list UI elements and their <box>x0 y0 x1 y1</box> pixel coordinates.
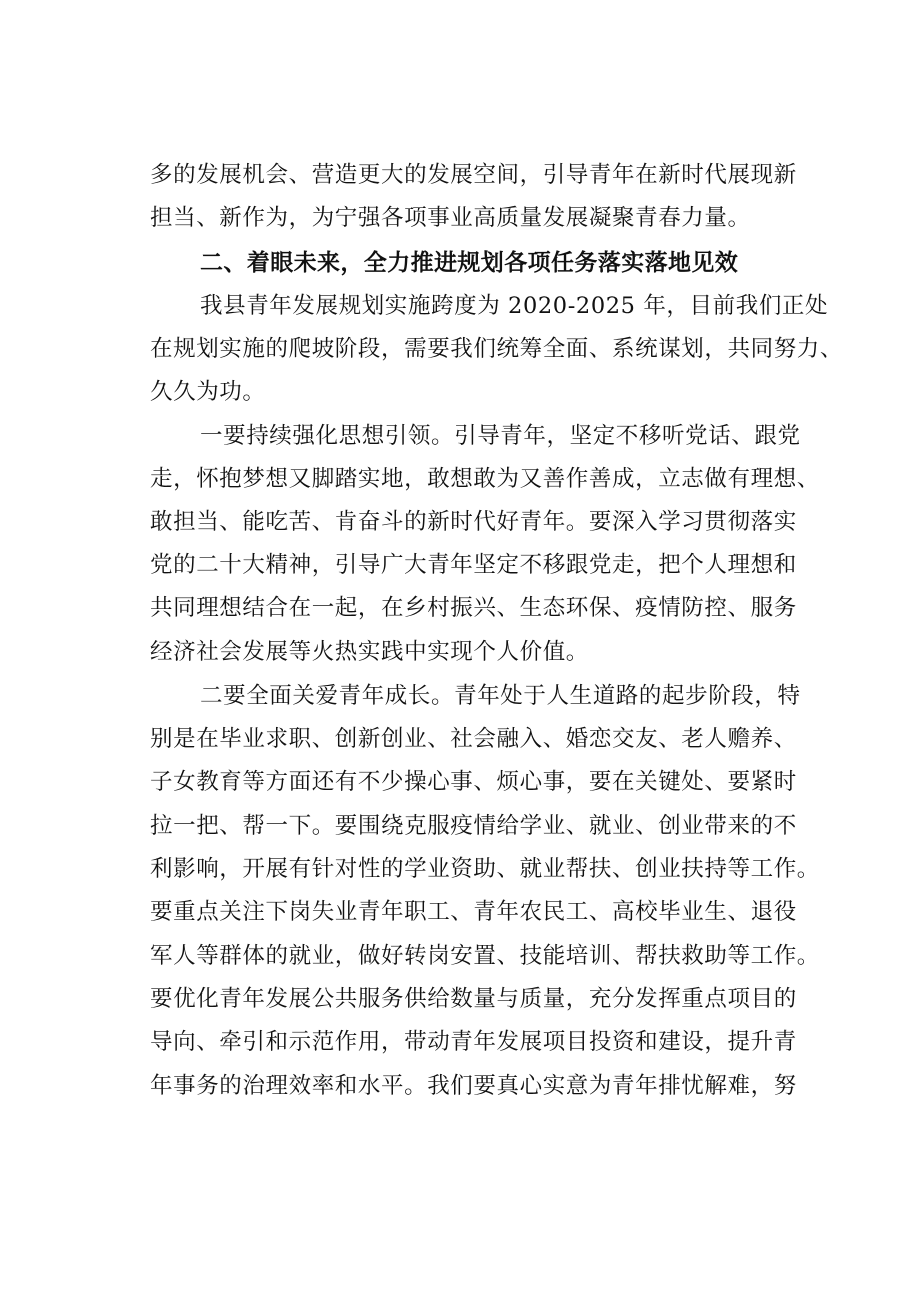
paragraph-line: 别是在毕业求职、创新创业、社会融入、婚恋交友、老人赡养、 <box>150 726 797 752</box>
paragraph-line: 党的二十大精神，引导广大青年坚定不移跟党走，把个人理想和 <box>150 552 797 578</box>
paragraph-line: 要优化青年发展公共服务供给数量与质量，充分发挥重点项目的 <box>150 986 797 1012</box>
paragraph-line: 我县青年发展规划实施跨度为 2020-2025 年，目前我们正处 <box>200 293 829 319</box>
paragraph-line: 多的发展机会、营造更大的发展空间，引导青年在新时代展现新 <box>150 162 797 188</box>
paragraph-line: 久久为功。 <box>150 379 266 405</box>
paragraph-line: 走，怀抱梦想又脚踏实地，敢想敢为又善作善成，立志做有理想、 <box>150 466 820 492</box>
paragraph-line: 子女教育等方面还有不少操心事、烦心事，要在关键处、要紧时 <box>150 769 797 795</box>
paragraph-line: 拉一把、帮一下。要围绕克服疫情给学业、就业、创业带来的不 <box>150 813 797 839</box>
paragraph-line: 要重点关注下岗失业青年职工、青年农民工、高校毕业生、退役 <box>150 899 797 925</box>
paragraph-line: 经济社会发展等火热实践中实现个人价值。 <box>150 639 589 665</box>
paragraph-line: 一要持续强化思想引领。引导青年，坚定不移听党话、跟党 <box>200 423 801 449</box>
paragraph-line: 年事务的治理效率和水平。我们要真心实意为青年排忧解难，努 <box>150 1073 797 1099</box>
paragraph-line: 担当、新作为，为宁强各项事业高质量发展凝聚青春力量。 <box>150 205 751 231</box>
paragraph-line: 利影响，开展有针对性的学业资助、就业帮扶、创业扶持等工作。 <box>150 856 820 882</box>
paragraph-line: 二要全面关爱青年成长。青年处于人生道路的起步阶段，特 <box>200 683 801 709</box>
paragraph-line: 敢担当、能吃苦、肯奋斗的新时代好青年。要深入学习贯彻落实 <box>150 509 797 535</box>
paragraph-line: 在规划实施的爬坡阶段，需要我们统筹全面、系统谋划，共同努力、 <box>150 336 844 362</box>
section-heading: 二、着眼未来，全力推进规划各项任务落实落地见效 <box>200 250 739 276</box>
paragraph-line: 军人等群体的就业，做好转岗安置、技能培训、帮扶救助等工作。 <box>150 943 820 969</box>
paragraph-line: 导向、牵引和示范作用，带动青年发展项目投资和建设，提升青 <box>150 1029 797 1055</box>
paragraph-line: 共同理想结合在一起，在乡村振兴、生态环保、疫情防控、服务 <box>150 595 797 621</box>
